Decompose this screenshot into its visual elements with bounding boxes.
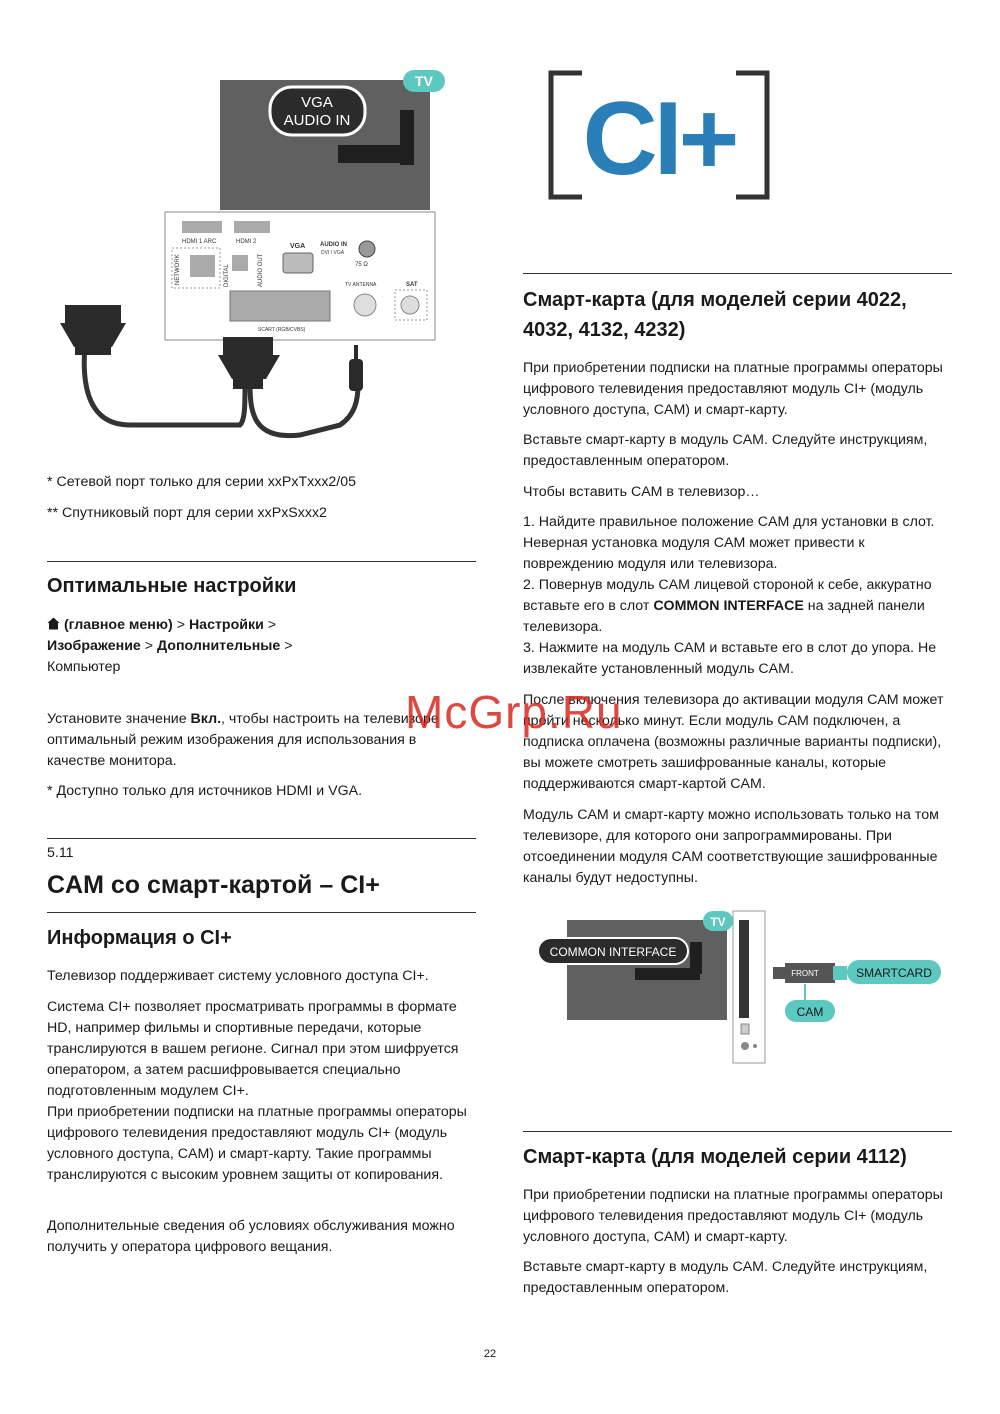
ohm-label: 75 Ω	[355, 262, 368, 268]
audio-in-sub-label: DVI / VGA	[321, 250, 345, 256]
vga-port	[283, 253, 313, 273]
sat-label: SAT	[406, 282, 418, 288]
ci-plus-logo-text: CI+	[582, 81, 736, 197]
scart-port	[230, 291, 330, 321]
smartcard-4022-heading: Смарт-карта (для моделей серии 4022, 4032, 4132, 4232)	[523, 289, 907, 341]
vga-label-line2: AUDIO IN	[283, 112, 351, 129]
slot-marker-bar	[635, 968, 700, 980]
front-label: FRONT	[791, 969, 819, 978]
smartcard-4022-p5: Модуль CAM и смарт-карту можно использовать только на том телевизоре, для которого они запрограммированы. При отсоединении модуля CAM соответствующие зашифрованные каналы будут недоступны.	[523, 807, 939, 886]
hdmi1-port	[182, 221, 222, 233]
ci-info-p4: Дополнительные сведения об условиях обслуживания можно получить у оператора цифрового вещания.	[47, 1218, 455, 1255]
menu-path-settings: Настройки	[188, 617, 264, 633]
audio-in-jack	[359, 241, 375, 257]
satellite-port-note: ** Спутниковый порт для серии xxPxSxxx2	[47, 505, 327, 521]
sat-port	[401, 296, 419, 314]
vga-connection-figure	[40, 65, 460, 465]
divider	[523, 273, 952, 274]
set-on-paragraph: Установите значение Вкл., чтобы настроить на телевизоре оптимальный режим изображения для использования в качестве монитора.	[47, 711, 439, 769]
vga-label-line1: VGA	[301, 94, 333, 111]
middle-vga-plug-body	[218, 355, 280, 379]
ci-info-heading: Информация о CI+	[47, 927, 232, 949]
digital-label: DIGITAL	[224, 264, 230, 287]
menu-path: (главное меню) > Настройки > Изображение > Дополнительные > Компьютер	[47, 617, 293, 675]
network-port	[190, 255, 215, 277]
menu-path-advanced: Дополнительные	[157, 638, 281, 654]
cam-insert-figure	[535, 908, 955, 1068]
hdmi2-label: HDMI 2	[236, 239, 257, 245]
audio-jack-body	[349, 359, 363, 391]
ci-info-p3: При приобретении подписки на платные программы операторы цифрового телевидения предоставляют модуль CI+ (модуль условного доступа, CAM) и смарт-карту. Такие программы транслируются с высоким уровнем защиты от копирования.	[47, 1104, 467, 1183]
menu-path-picture: Изображение	[47, 638, 141, 654]
audio-slot	[400, 110, 414, 165]
antenna-port	[354, 294, 376, 316]
middle-vga-plug-top	[223, 337, 273, 355]
smartcard-4112-p2: Вставьте смарт-карту в модуль CAM. Следуйте инструкциям, предоставленным оператором.	[523, 1259, 928, 1296]
divider	[47, 561, 476, 562]
network-port-note: * Сетевой порт только для серии xxPxTxxx2/05	[47, 474, 357, 490]
step-2: 2. Повернув модуль CAM лицевой стороной к себе, аккуратно вставьте его в слот COMMON INTERFACE на задней панели телевизора.	[523, 577, 932, 635]
smartcard-4022-p4: После включения телевизора до активации модуля CAM может пройти несколько минут. Если модуль CAM подключен, а подписка оплачена (возможны различные варианты подписки), вы можете смотреть зашифрованные каналы, которые поддерживаются смарт-картой CAM.	[523, 692, 944, 792]
cam-insert-diagram	[535, 908, 955, 1068]
tv-antenna-label: TV ANTENNA	[345, 282, 377, 288]
headphone-jack	[741, 1042, 749, 1050]
home-icon	[47, 617, 60, 630]
left-vga-plug-body	[60, 323, 126, 347]
hdmi1-label: HDMI 1 ARC	[182, 239, 217, 245]
step-3: 3. Нажмите на модуль CAM и вставьте его в слот до упора. Не извлекайте установленный модуль CAM.	[523, 640, 937, 677]
tv-badge-text: TV	[415, 73, 433, 89]
smartcard-4022-p2: Вставьте смарт-карту в модуль CAM. Следуйте инструкциям, предоставленным оператором.	[523, 432, 928, 469]
network-label: NETWORK	[175, 254, 181, 285]
page-number: 22	[483, 1348, 497, 1360]
audio-jack-tip	[354, 345, 358, 359]
hdmi-vga-note: * Доступно только для источников HDMI и VGA.	[47, 783, 363, 799]
vga-slot	[338, 145, 400, 163]
optimal-settings-heading: Оптимальные настройки	[47, 575, 297, 597]
ci-info-p2: Система CI+ позволяет просматривать программы в формате HD, например фильмы и спортивные передачи, которые транслируются в вашем регионе. Сигнал при этом шифруется оператором, а затем расшифровывается специально подготовленным модулем CI+.	[47, 999, 459, 1099]
audio-in-label: AUDIO IN	[320, 242, 347, 248]
vga-port-label: VGA	[290, 243, 306, 250]
left-vga-plug-top	[65, 305, 121, 323]
hdmi2-port	[234, 221, 270, 233]
smartcard-4022-p3: Чтобы вставить CAM в телевизор…	[523, 484, 760, 500]
ci-plus-logo-graphic	[548, 70, 770, 200]
divider	[47, 838, 476, 839]
step-1: 1. Найдите правильное положение CAM для установки в слот. Неверная установка модуля CAM может привести к повреждению модуля или телевизора.	[523, 514, 935, 572]
section-title: CAM со смарт-картой – CI+	[47, 871, 380, 899]
smartcard-4112-p1: При приобретении подписки на платные программы операторы цифрового телевидения предоставляют модуль CI+ (модуль условного доступа, CAM) и смарт-карту.	[523, 1187, 943, 1245]
smartcard-label: SMARTCARD	[856, 966, 932, 980]
divider	[47, 912, 476, 913]
divider	[523, 1131, 952, 1132]
ci-info-p1: Телевизор поддерживает систему условного доступа CI+.	[47, 968, 429, 984]
common-interface-label: COMMON INTERFACE	[549, 945, 677, 959]
smartcard-4022-p1: При приобретении подписки на платные программы операторы цифрового телевидения предоставляют модуль CI+ (модуль условного доступа, CAM) и смарт-карту.	[523, 360, 943, 418]
audio-out-label: AUDIO OUT	[258, 253, 264, 287]
vga-connection-diagram	[40, 65, 460, 465]
watermark: McGrp.Ru	[405, 686, 623, 738]
scart-label: SCART (RGB/CVBS)	[258, 327, 306, 333]
usb-port	[741, 1024, 749, 1034]
ci-slot	[739, 920, 749, 1018]
cam-label: CAM	[796, 1005, 824, 1019]
ci-plus-logo	[548, 70, 770, 200]
smartcard-edge	[833, 966, 847, 980]
tv-badge-text: TV	[710, 915, 726, 929]
menu-path-computer: Компьютер	[47, 659, 121, 675]
menu-path-home: (главное меню)	[63, 617, 173, 633]
smartcard-4112-heading: Смарт-карта (для моделей серии 4112)	[523, 1146, 907, 1168]
section-number: 5.11	[47, 845, 74, 861]
digital-port	[232, 255, 248, 271]
